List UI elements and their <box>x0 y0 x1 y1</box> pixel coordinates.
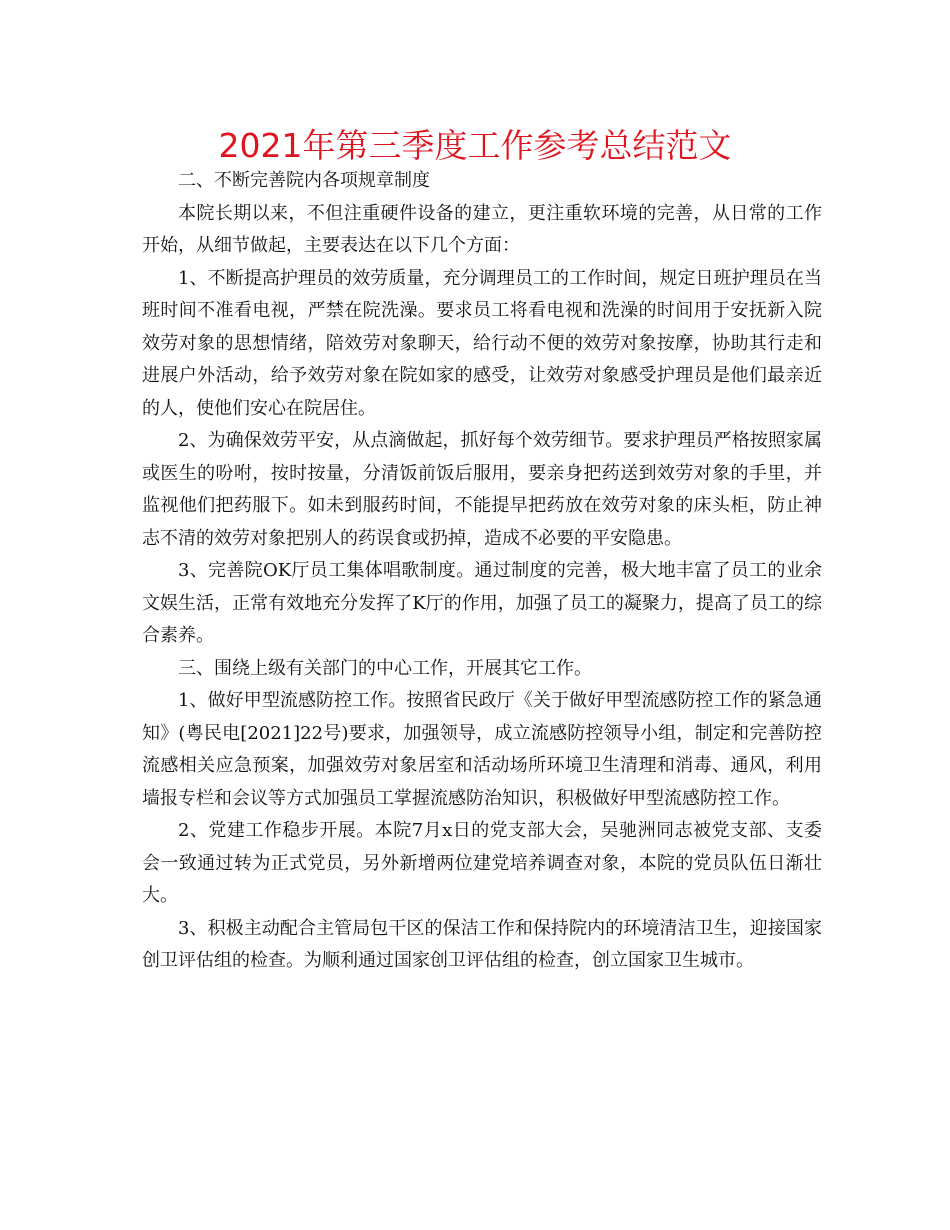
paragraph-item-3: 3、完善院OK厅员工集体唱歌制度。通过制度的完善，极大地丰富了员工的业余文娱生活，正常有效地充分发挥了K厅的作用，加强了员工的凝聚力，提高了员工的综合素养。 <box>142 560 822 646</box>
paragraph-item-1: 1、不断提高护理员的效劳质量，充分调理员工的工作时间，规定日班护理员在当班时间不准看电视，严禁在院洗澡。要求员工将看电视和洗澡的时间用于安抚新入院效劳对象的思想情绪，陪效劳对象聊天，给行动不便的效劳对象按摩，协助其行走和进展户外活动，给予效劳对象在院如家的感受，让效劳对象感受护理员是他们最亲近的人，使他们安心在院居住。 <box>142 267 822 419</box>
section-heading-other-work: 三、围绕上级有关部门的中心工作，开展其它工作。 <box>178 657 592 679</box>
paragraph-party-building: 2、党建工作稳步开展。本院7月x日的党支部大会，吴驰洲同志被党支部、支委会一致通过转为正式党员，另外新增两位建党培养调查对象，本院的党员队伍日渐壮大。 <box>142 820 822 906</box>
paragraph-sanitation: 3、积极主动配合主管局包干区的保洁工作和保持院内的环境清洁卫生，迎接国家创卫评估组的检查。为顺利通过国家创卫评估组的检查，创立国家卫生城市。 <box>142 917 822 971</box>
paragraph-flu-prevention: 1、做好甲型流感防控工作。按照省民政厅《关于做好甲型流感防控工作的紧急通知》(粤民电[2021]22号)要求，加强领导，成立流感防控领导小组，制定和完善防控流感相关应急预案，加强效劳对象居室和活动场所环境卫生清理和消毒、通风，利用墙报专栏和会议等方式加强员工掌握流感防治知识，积极做好甲型流感防控工作。 <box>142 690 822 809</box>
document-title: 2021年第三季度工作参考总结范文 <box>218 126 732 165</box>
document-body <box>142 165 822 978</box>
section-heading-rules: 二、不断完善院内各项规章制度 <box>178 170 430 191</box>
paragraph-item-2: 2、为确保效劳平安，从点滴做起，抓好每个效劳细节。要求护理员严格按照家属或医生的吩咐，按时按量，分清饭前饭后服用，要亲身把药送到效劳对象的手里，并监视他们把药服下。如未到服药时间，不能提早把药放在效劳对象的床头柜，防止神志不清的效劳对象把别人的药误食或扔掉，造成不必要的平安隐患。 <box>142 430 822 549</box>
paragraph-intro: 本院长期以来，不但注重硬件设备的建立，更注重软环境的完善，从日常的工作开始，从细节做起，主要表达在以下几个方面： <box>142 202 822 256</box>
